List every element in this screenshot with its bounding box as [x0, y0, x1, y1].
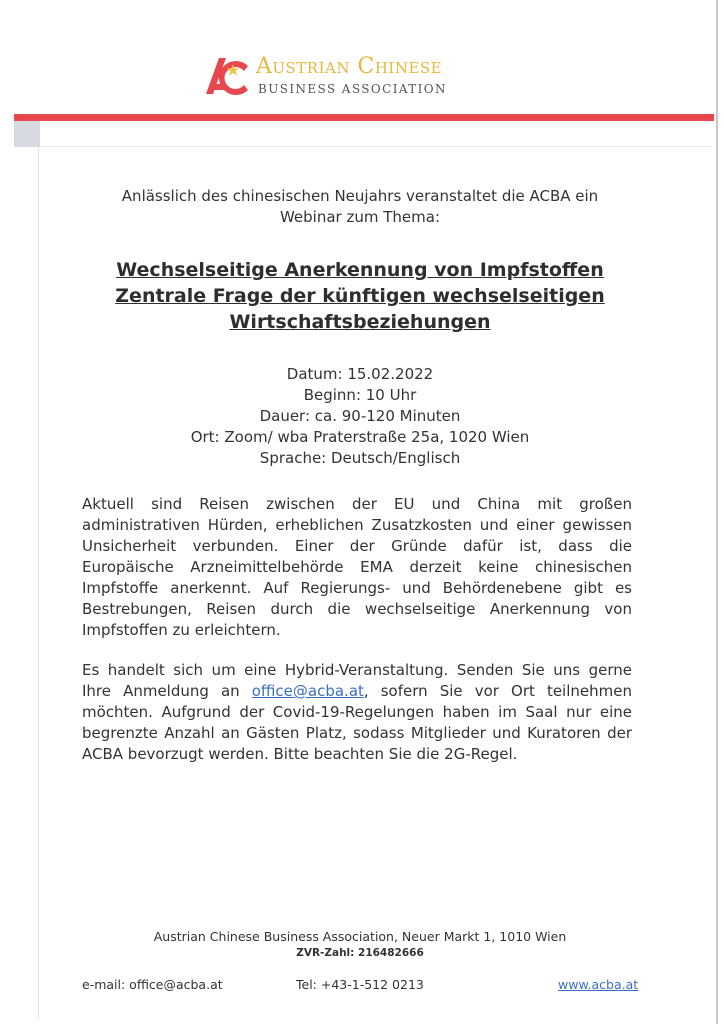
event-location: Ort: Zoom/ wba Praterstraße 25a, 1020 Wien	[190, 428, 530, 446]
event-details	[60, 364, 660, 469]
event-date: Datum: 15.02.2022	[286, 365, 434, 383]
acba-logo	[204, 50, 534, 102]
registration-text-after: , sofern Sie vor Ort teilnehmen möchten. Aufgrund der Covid-19-Regelungen haben im Saal nur eine begrenzte Anzahl an Gästen Platz, sodass Mitglieder und Kuratoren der ACBA bevorzugt werden. Bitte beachten Sie die 2G-Regel.	[82, 682, 632, 763]
footer-address: Austrian Chinese Business Association, Neuer Markt 1, 1010 Wien	[153, 929, 567, 944]
footer-zvr: ZVR-Zahl: 216482666	[296, 947, 424, 959]
registration-email-link[interactable]: office@acba.at	[251, 682, 364, 700]
intro-text	[60, 186, 660, 228]
header-divider	[40, 146, 712, 147]
title-line: Zentrale Frage der künftigen wechselseitigen	[115, 285, 605, 307]
page-edge	[716, 0, 718, 1024]
page-margin-line	[38, 140, 39, 1020]
title-line: Wechselseitige Anerkennung von Impfstoffen	[116, 259, 604, 281]
registration-paragraph	[82, 660, 632, 765]
intro-line: Webinar zum Thema:	[279, 208, 441, 226]
registration-text-before: Es handelt sich um eine Hybrid-Veranstaltung. Senden Sie uns gerne Ihre Anmeldung an	[82, 661, 632, 700]
logo-title: Austrian Chinese	[256, 54, 443, 79]
header-red-bar	[14, 114, 714, 121]
intro-line: Anlässlich des chinesischen Neujahrs veranstaltet die ACBA ein	[121, 187, 599, 205]
event-duration: Dauer: ca. 90-120 Minuten	[259, 407, 461, 425]
logo-subtitle: BUSINESS ASSOCIATION	[258, 82, 447, 96]
header-gray-block	[14, 121, 40, 147]
event-start: Beginn: 10 Uhr	[303, 386, 417, 404]
event-language: Sprache: Deutsch/Englisch	[259, 449, 461, 467]
footer-phone: Tel: +43-1-512 0213	[296, 977, 424, 992]
title-line: Wirtschaftsbeziehungen	[229, 311, 491, 333]
acba-logo-mark-icon	[204, 50, 254, 100]
footer-email: e-mail: office@acba.at	[82, 977, 223, 992]
description-paragraph: Aktuell sind Reisen zwischen der EU und China mit großen administrativen Hürden, erheblichen Zusatzkosten und einer gewissen Unsicherheit verbunden. Einer der Gründe dafür ist, dass die Europäische Arzneimittelbehörde EMA derzeit keine chinesischen Impfstoffe anerkennt. Auf Regierungs- und Behördenebene gibt es Bestrebungen, Reisen durch die wechselseitige Anerkennung von Impfstoffen zu erleichtern.	[82, 495, 632, 639]
webinar-title	[60, 257, 660, 335]
footer-website-link[interactable]: www.acba.at	[558, 977, 639, 992]
